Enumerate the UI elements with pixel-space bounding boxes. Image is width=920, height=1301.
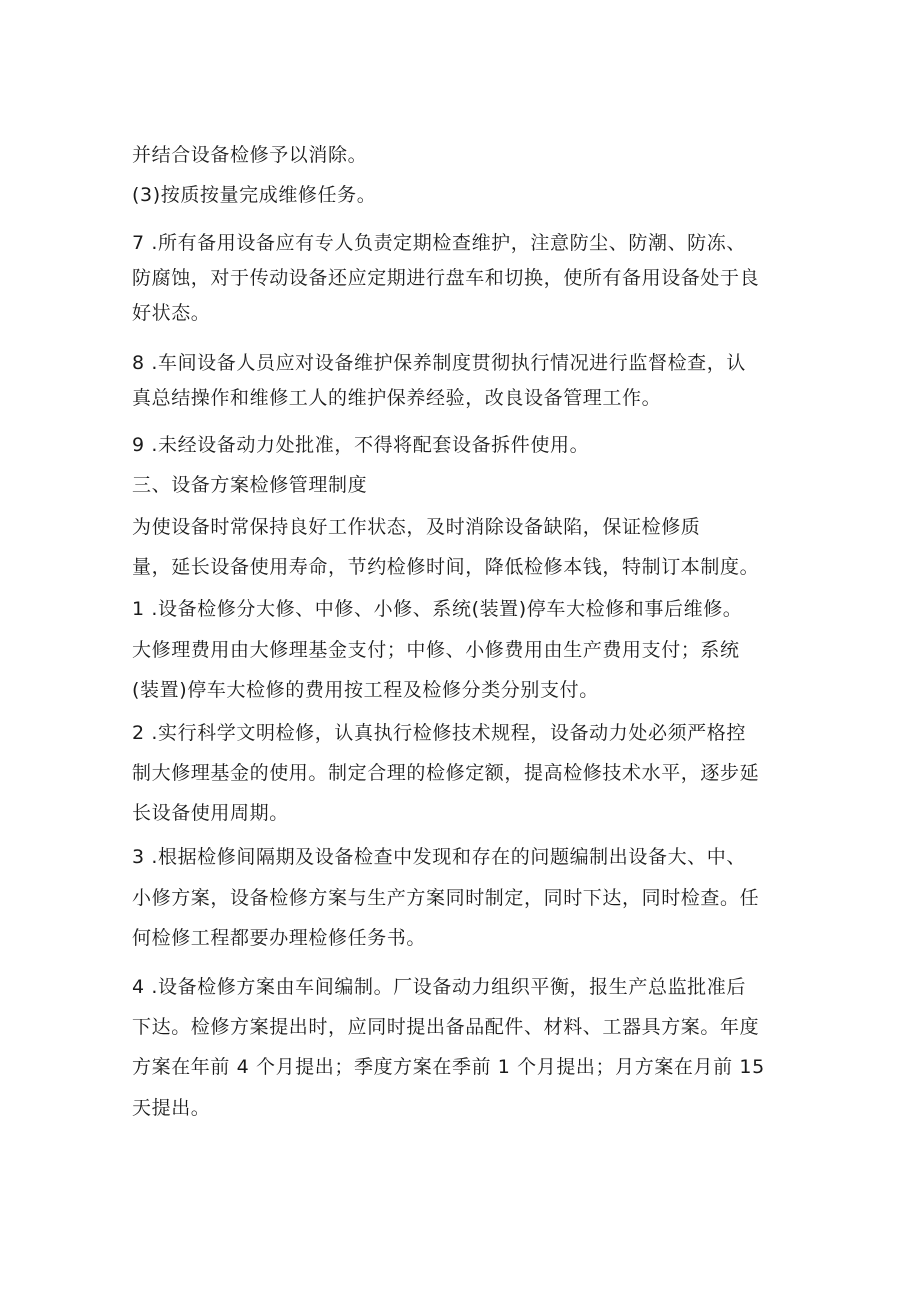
text-line: 量，延长设备使用寿命，节约检修时间，降低检修本钱，特制订本制度。 [132,556,760,578]
text-line: 为使设备时常保持良好工作状态，及时消除设备缺陷，保证检修质 [132,516,701,538]
text-line: 3 .根据检修间隔期及设备检查中发现和存在的问题编制出设备大、中、 [132,846,746,868]
text-line: 好状态。 [132,302,211,324]
text-line: 8 .车间设备人员应对设备维护保养制度贯彻执行情况进行监督检查，认 [132,352,746,374]
text-line: 下达。检修方案提出时，应同时提出备品配件、材料、工器具方案。年度 [132,1016,760,1038]
text-line: 7 .所有备用设备应有专人负责定期检查维护，注意防尘、防潮、防冻、 [132,232,746,254]
text-line: 方案在年前 4 个月提出；季度方案在季前 1 个月提出；月方案在月前 15 [132,1056,765,1078]
section-heading: 三、设备方案检修管理制度 [132,474,368,496]
text-line: 防腐蚀，对于传动设备还应定期进行盘车和切换，使所有备用设备处于良 [132,267,760,289]
text-line: 9 .未经设备动力处批准，不得将配套设备拆件使用。 [132,434,590,456]
text-line: 并结合设备检修予以消除。 [132,144,368,166]
text-line: 大修理费用由大修理基金支付；中修、小修费用由生产费用支付；系统 [132,639,740,661]
text-line: 何检修工程都要办理检修任务书。 [132,927,427,949]
text-line: 天提出。 [132,1097,211,1119]
text-line: 制大修理基金的使用。制定合理的检修定额，提高检修技术水平，逐步延 [132,762,760,784]
text-line: 1 .设备检修分大修、中修、小修、系统(装置)停车大检修和事后维修。 [132,598,743,620]
text-line: (3)按质按量完成维修任务。 [132,184,377,206]
text-line: 长设备使用周期。 [132,802,289,824]
text-line: (装置)停车大检修的费用按工程及检修分类分别支付。 [132,679,599,701]
text-line: 4 .设备检修方案由车间编制。厂设备动力组织平衡，报生产总监批准后 [132,976,746,998]
text-line: 小修方案，设备检修方案与生产方案同时制定，同时下达，同时检查。任 [132,887,760,909]
text-line: 真总结操作和维修工人的维护保养经验，改良设备管理工作。 [132,387,662,409]
text-line: 2 .实行科学文明检修，认真执行检修技术规程，设备动力处必须严格控 [132,722,746,744]
